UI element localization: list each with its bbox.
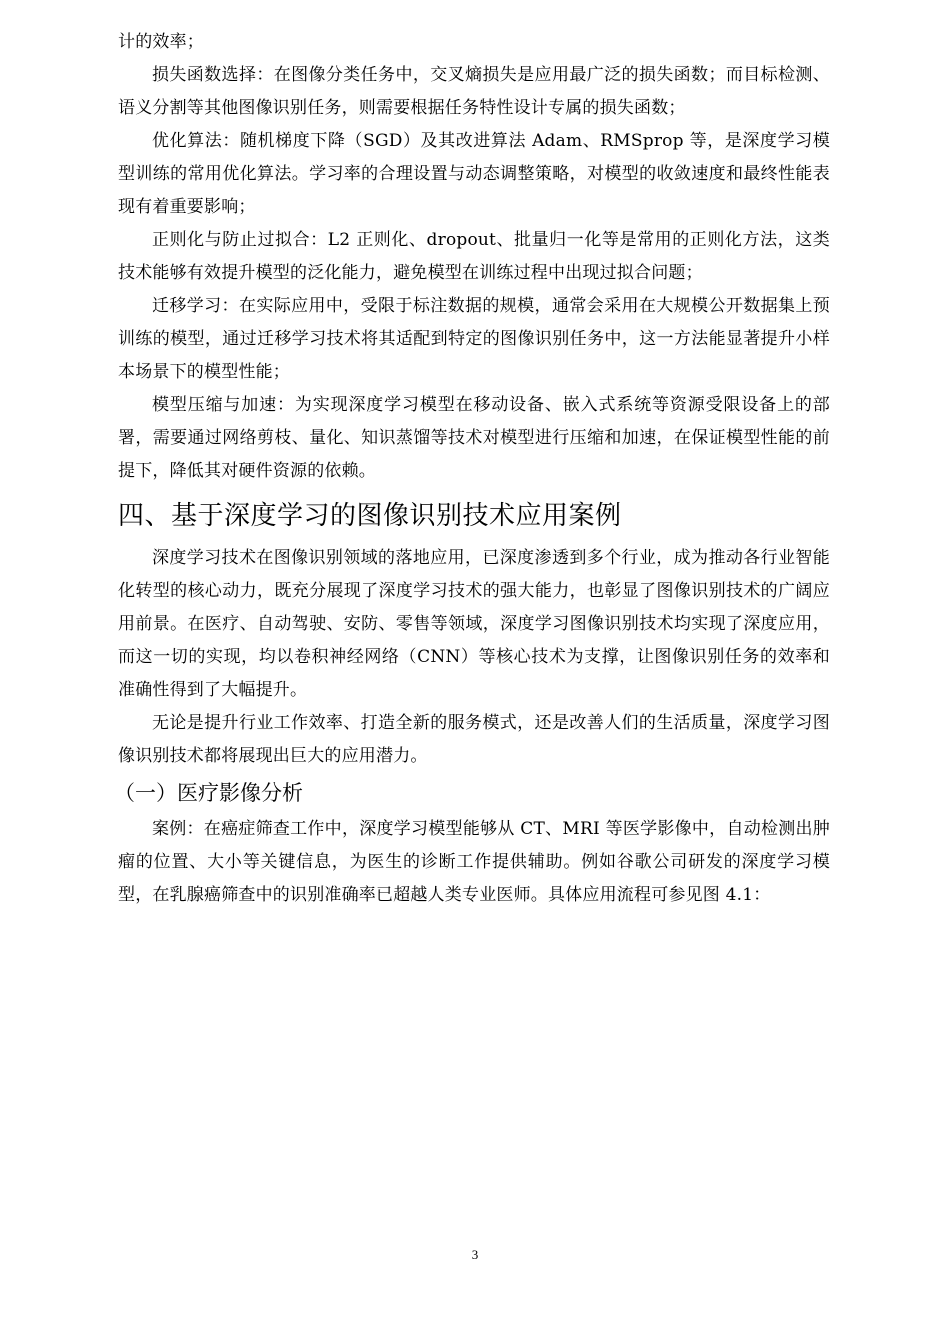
paragraph-model-compression: 模型压缩与加速：为实现深度学习模型在移动设备、嵌入式系统等资源受限设备上的部署，需要通过网络剪枝、量化、知识蒸馏等技术对模型进行压缩和加速，在保证模型性能的前提下，降低其对硬件资源的依赖。 (118, 395, 830, 481)
paragraph-section-outlook: 无论是提升行业工作效率、打造全新的服务模式，还是改善人们的生活质量，深度学习图像识别技术都将展现出巨大的应用潜力。 (118, 713, 830, 766)
page-number: 3 (471, 1247, 479, 1262)
paragraph-transfer-learning: 迁移学习：在实际应用中，受限于标注数据的规模，通常会采用在大规模公开数据集上预训练的模型，通过迁移学习技术将其适配到特定的图像识别任务中，这一方法能显著提升小样本场景下的模型性能； (118, 296, 830, 382)
page-body (114, 26, 830, 912)
paragraph-optimizer: 优化算法：随机梯度下降（SGD）及其改进算法 Adam、RMSprop 等，是深度学习模型训练的常用优化算法。学习率的合理设置与动态调整策略，对模型的收敛速度和最终性能表现有着重要影响； (118, 131, 830, 217)
section-heading: 四、基于深度学习的图像识别技术应用案例 (118, 501, 622, 531)
paragraph-loss-function: 损失函数选择：在图像分类任务中，交叉熵损失是应用最广泛的损失函数；而目标检测、语义分割等其他图像识别任务，则需要根据任务特性设计专属的损失函数； (118, 65, 830, 118)
paragraph-regularization: 正则化与防止过拟合：L2 正则化、dropout、批量归一化等是常用的正则化方法，这类技术能够有效提升模型的泛化能力，避免模型在训练过程中出现过拟合问题； (118, 230, 830, 283)
paragraph-section-intro: 深度学习技术在图像识别领域的落地应用，已深度渗透到多个行业，成为推动各行业智能化转型的核心动力，既充分展现了深度学习技术的强大能力，也彰显了图像识别技术的广阔应用前景。在医疗、自动驾驶、安防、零售等领域，深度学习图像识别技术均实现了深度应用，而这一切的实现，均以卷积神经网络（CNN）等核心技术为支撑，让图像识别任务的效率和准确性得到了大幅提升。 (118, 548, 830, 700)
paragraph-continuation: 计的效率； (118, 32, 204, 52)
paragraph-medical-case: 案例：在癌症筛查工作中，深度学习模型能够从 CT、MRI 等医学影像中，自动检测出肿瘤的位置、大小等关键信息，为医生的诊断工作提供辅助。例如谷歌公司研发的深度学习模型，在乳腺癌筛查中的识别准确率已超越人类专业医师。具体应用流程可参见图 4.1： (118, 819, 830, 905)
subsection-heading: （一）医疗影像分析 (114, 781, 303, 805)
